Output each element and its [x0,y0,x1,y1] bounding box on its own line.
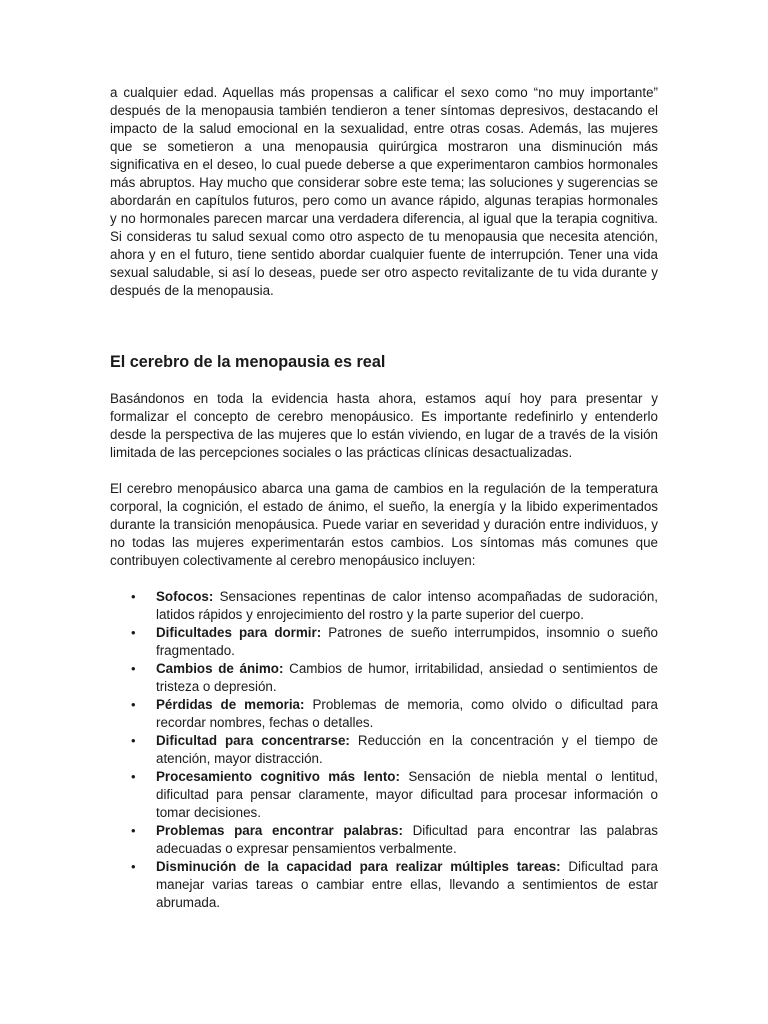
list-item [110,624,658,660]
symptom-term: Pérdidas de memoria: [156,697,305,712]
symptom-description: Patrones de sueño interrumpidos, insomnio o sueño fragmentado. [156,625,658,658]
symptom-term: Dificultad para concentrarse: [156,733,350,748]
body-paragraph: Basándonos en toda la evidencia hasta ahora, estamos aquí hoy para presentar y formalizar el concepto de cerebro menopáusico. Es importante redefinirlo y entenderlo desde la perspectiva de las mujeres que lo están viviendo, en lugar de a través de la visión limitada de las percepciones sociales o las prácticas clínicas desactualizadas. [110,391,658,460]
section-heading: El cerebro de la menopausia es real [110,353,386,371]
symptom-term: Sofocos: [156,589,214,604]
symptom-description: Sensaciones repentinas de calor intenso acompañadas de sudoración, latidos rápidos y enrojecimiento del rostro y la parte superior del cuerpo. [156,589,658,622]
symptom-description: Problemas de memoria, como olvido o dificultad para recordar nombres, fechas o detalles. [156,697,658,730]
symptom-term: Problemas para encontrar palabras: [156,823,403,838]
list-item [110,768,658,822]
symptom-description: Dificultad para encontrar las palabras adecuadas o expresar pensamientos verbalmente. [156,823,658,856]
list-item [110,660,658,696]
list-item [110,822,658,858]
bullet-icon: • [131,589,136,604]
symptom-description: Cambios de humor, irritabilidad, ansiedad o sentimientos de tristeza o depresión. [156,661,658,694]
bullet-icon: • [131,625,136,640]
bullet-icon: • [131,769,136,784]
list-item [110,588,658,624]
bullet-icon: • [131,859,136,874]
bullet-icon: • [131,823,136,838]
list-item [110,696,658,732]
bullet-icon: • [131,661,136,676]
symptom-description: Sensación de niebla mental o lentitud, dificultad para pensar claramente, mayor dificultad para procesar información o tomar decisiones. [156,769,658,820]
list-item [110,858,658,912]
symptom-description: Dificultad para manejar varias tareas o cambiar entre ellas, llevando a sentimientos de estar abrumada. [156,859,658,910]
page-content [110,80,658,912]
intro-paragraph: a cualquier edad. Aquellas más propensas a calificar el sexo como “no muy importante” después de la menopausia también tendieron a tener síntomas depresivos, destacando el impacto de la salud emocional en la sexualidad, entre otras cosas. Además, las mujeres que se sometieron a una menopausia quirúrgica mostraron una disminución más significativa en el deseo, lo cual puede deberse a que experimentaron cambios hormonales más abruptos. Hay mucho que considerar sobre este tema; las soluciones y sugerencias se abordarán en capítulos futuros, pero como un avance rápido, algunas terapias hormonales y no hormonales parecen marcar una verdadera diferencia, al igual que la terapia cognitiva. Si consideras tu salud sexual como otro aspecto de tu menopausia que necesita atención, ahora y en el futuro, tiene sentido abordar cualquier fuente de interrupción. Tener una vida sexual saludable, si así lo deseas, puede ser otro aspecto revitalizante de tu vida durante y después de la menopausia. [110,85,658,298]
body-paragraph: El cerebro menopáusico abarca una gama de cambios en la regulación de la temperatura corporal, la cognición, el estado de ánimo, el sueño, la energía y la libido experimentados durante la transición menopáusica. Puede variar en severidad y duración entre individuos, y no todas las mujeres experimentarán estos cambios. Los síntomas más comunes que contribuyen colectivamente al cerebro menopáusico incluyen: [110,481,658,568]
symptoms-list [110,588,658,912]
symptom-description: Reducción en la concentración y el tiempo de atención, mayor distracción. [156,733,658,766]
symptom-term: Procesamiento cognitivo más lento: [156,769,400,784]
symptom-term: Cambios de ánimo: [156,661,284,676]
symptom-term: Dificultades para dormir: [156,625,322,640]
bullet-icon: • [131,733,136,748]
symptom-term: Disminución de la capacidad para realizar múltiples tareas: [156,859,561,874]
list-item [110,732,658,768]
bullet-icon: • [131,697,136,712]
